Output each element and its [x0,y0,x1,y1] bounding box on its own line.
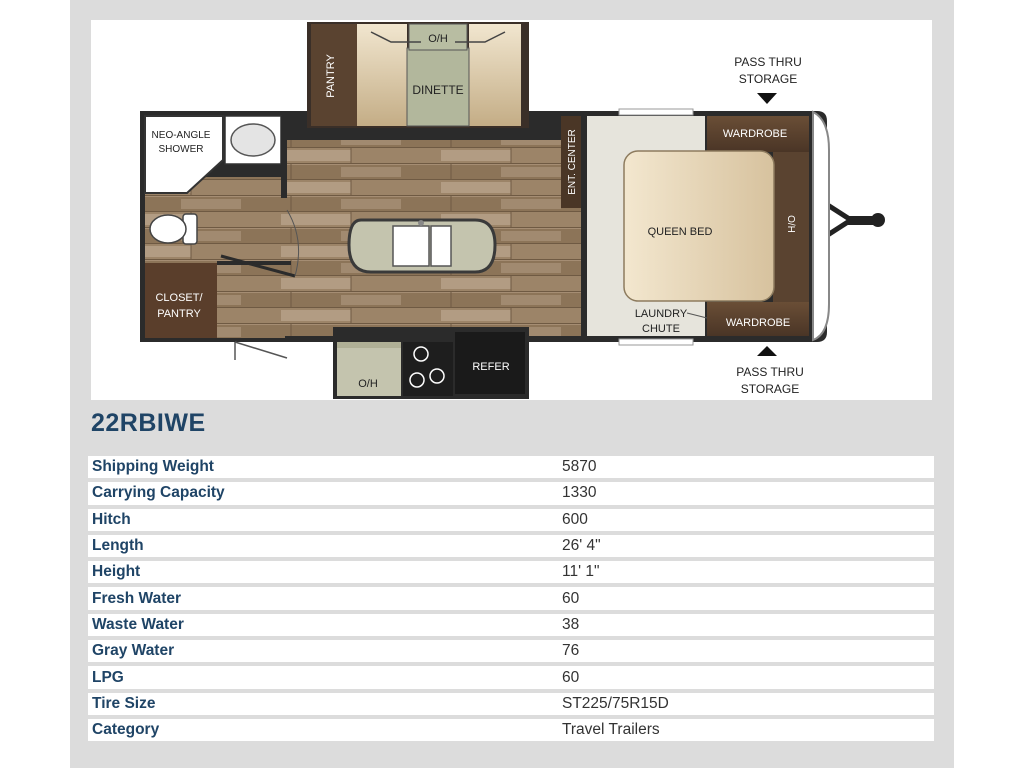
stove-cooktop [403,342,453,396]
closet-label-2: PANTRY [157,308,201,320]
specs-table [88,452,934,745]
spec-row [88,535,934,557]
spec-label: Gray Water [88,640,558,662]
toilet [150,214,197,244]
spec-row [88,456,934,478]
spec-row [88,561,934,583]
pass-thru-top-label-2: STORAGE [738,72,798,86]
model-title: 22RBIWE [91,409,206,437]
floorplan-panel [91,20,932,400]
spec-label: Waste Water [88,614,558,636]
queen-bed-label: QUEEN BED [647,226,713,238]
spec-row [88,509,934,531]
spec-value: 5870 [558,456,934,478]
spec-label: Height [88,561,558,583]
hitch-coupler [823,202,885,238]
spec-label: Tire Size [88,693,558,715]
pass-thru-top-label-1: PASS THRU [734,55,802,69]
spec-value: 1330 [558,482,934,504]
kitchen-island [349,220,495,272]
pass-thru-bottom-label-2: STORAGE [740,382,800,396]
oh-top-label: O/H [428,33,448,45]
spec-value: ST225/75R15D [558,693,934,715]
wardrobe-bottom-label: WARDROBE [725,317,791,329]
spec-value: 11' 1" [558,561,934,583]
spec-label: Carrying Capacity [88,482,558,504]
spec-row [88,719,934,741]
spec-label: Hitch [88,509,558,531]
wardrobe-top-label: WARDROBE [722,128,788,140]
shower-label-2: SHOWER [158,144,204,155]
floorplan-diagram [91,20,932,400]
spec-row [88,666,934,688]
spec-value: 38 [558,614,934,636]
pantry-label: PANTRY [325,54,337,98]
spec-label: Category [88,719,558,741]
spec-value: Travel Trailers [558,719,934,741]
spec-row [88,587,934,609]
laundry-label-2: CHUTE [642,323,680,335]
closet-label-1: CLOSET/ [155,292,203,304]
spec-label: LPG [88,666,558,688]
pass-thru-bottom-label-1: PASS THRU [736,365,804,379]
spec-label: Length [88,535,558,557]
ent-center-label: ENT. CENTER [567,129,578,195]
pass-thru-arrow-bottom [757,346,777,356]
spec-label: Fresh Water [88,587,558,609]
spec-label: Shipping Weight [88,456,558,478]
spec-row [88,693,934,715]
oh-right-label: O/H [785,215,796,233]
spec-row [88,482,934,504]
spec-value: 600 [558,509,934,531]
spec-row [88,640,934,662]
spec-value: 26' 4" [558,535,934,557]
shower-label-1: NEO-ANGLE [151,130,211,141]
spec-value: 60 [558,587,934,609]
pass-thru-arrow-top [757,93,777,104]
laundry-label-1: LAUNDRY [634,308,688,320]
dinette-label: DINETTE [412,83,464,97]
spec-value: 76 [558,640,934,662]
refer-label: REFER [472,361,510,373]
spec-value: 60 [558,666,934,688]
spec-row [88,614,934,636]
oh-bottom-label: O/H [358,378,378,390]
